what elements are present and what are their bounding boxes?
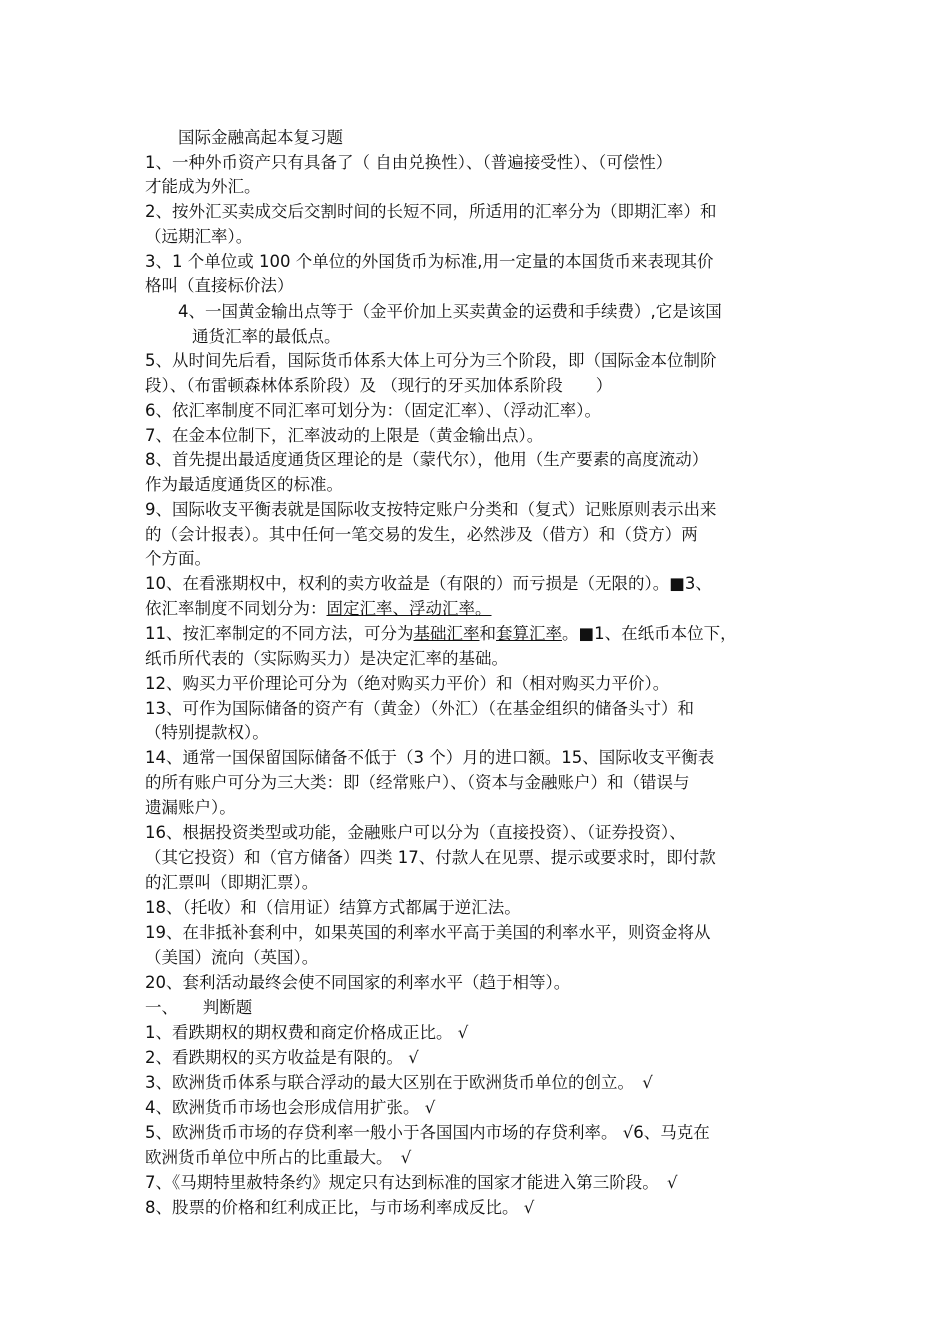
underlined-answer: 基础汇率 — [413, 624, 480, 643]
question-8-line-1: 8、首先提出最适度通货区理论的是（蒙代尔），他用（生产要素的高度流动） — [145, 450, 709, 469]
question-11-line-1 — [145, 622, 815, 646]
judgment-5-line-1: 5、欧洲货币市场的存贷利率一般小于各国国内市场的存贷利率。 √6、马克在 — [145, 1123, 710, 1142]
question-8-line-2: 作为最适度通货区的标准。 — [145, 475, 343, 494]
question-18: 18、（托收）和（信用证）结算方式都属于逆汇法。 — [145, 898, 521, 917]
judgment-5-line-2: 欧洲货币单位中所占的比重最大。 √ — [145, 1148, 412, 1167]
underlined-answer: 固定汇率、浮动汇率。 — [326, 599, 492, 618]
question-1-line-1: 1、一种外币资产只有具备了（ 自由兑换性）、（普遍接受性）、（可偿性） — [145, 153, 673, 172]
judgment-1: 1、看跌期权的期权费和商定价格成正比。 √ — [145, 1023, 469, 1042]
question-19-line-1: 19、在非抵补套利中，如果英国的利率水平高于美国的利率水平，则资金将从 — [145, 923, 711, 942]
question-4-line-2: 通货汇率的最低点。 — [192, 327, 341, 346]
question-16-line-1: 16、根据投资类型或功能，金融账户可以分为（直接投资）、（证券投资）、 — [145, 823, 686, 842]
question-3-line-1: 3、1 个单位或 100 个单位的外国货币为标准,用一定量的本国货币来表现其价 — [145, 252, 714, 271]
judgment-3: 3、欧洲货币体系与联合浮动的最大区别在于欧洲货币单位的创立。 √ — [145, 1073, 653, 1092]
question-9-line-1: 9、国际收支平衡表就是国际收支按特定账户分类和（复式）记账原则表示出来 — [145, 500, 717, 519]
text-segment: 和 — [479, 624, 496, 643]
question-16-line-3: 的汇票叫（即期汇票）。 — [145, 873, 319, 892]
question-14-line-1: 14、通常一国保留国际储备不低于（3 个）月的进口额。15、国际收支平衡表 — [145, 748, 715, 767]
question-14-line-2: 的所有账户可分为三大类：即（经常账户）、（资本与金融账户）和（错误与 — [145, 773, 690, 792]
judgment-2: 2、看跌期权的买方收益是有限的。 √ — [145, 1048, 419, 1067]
question-2-line-2: （远期汇率）。 — [145, 227, 253, 246]
question-10-line-2 — [145, 597, 815, 621]
question-3-line-2: 格叫（直接标价法） — [145, 276, 294, 295]
question-1-line-2: 才能成为外汇。 — [145, 177, 261, 196]
question-16-line-2: （其它投资）和（官方储备）四类 17、付款人在见票、提示或要求时，即付款 — [145, 848, 716, 867]
question-20: 20、套利活动最终会使不同国家的利率水平（趋于相等）。 — [145, 973, 571, 992]
judgment-8: 8、股票的价格和红利成正比，与市场利率成反比。 √ — [145, 1198, 535, 1217]
text-segment: 依汇率制度不同划分为： — [145, 599, 327, 618]
question-11-line-2: 纸币所代表的（实际购买力）是决定汇率的基础。 — [145, 649, 508, 668]
underlined-answer: 套算汇率 — [496, 624, 562, 643]
judgment-7: 7、《马期特里赦特条约》规定只有达到标准的国家才能进入第三阶段。 √ — [145, 1173, 678, 1192]
text-segment: 11、按汇率制定的不同方法，可分为 — [145, 624, 414, 643]
question-7: 7、在金本位制下，汇率波动的上限是（黄金输出点）。 — [145, 426, 544, 445]
section-heading: 一、 判断题 — [145, 998, 253, 1017]
page-title: 国际金融高起本复习题 — [178, 128, 343, 147]
question-5-line-2: 段）、（布雷顿森林体系阶段）及 （现行的牙买加体系阶段 ） — [145, 376, 613, 395]
question-2-line-1: 2、按外汇买卖成交后交割时间的长短不同，所适用的汇率分为（即期汇率）和 — [145, 202, 717, 221]
question-4-line-1: 4、一国黄金输出点等于（金平价加上买卖黄金的运费和手续费）,它是该国 — [178, 302, 722, 321]
question-12: 12、购买力平价理论可分为（绝对购买力平价）和（相对购买力平价）。 — [145, 674, 670, 693]
question-10-line-1: 10、在看涨期权中，权利的卖方收益是（有限的）而亏损是（无限的）。■3、 — [145, 574, 712, 593]
question-9-line-3: 个方面。 — [145, 549, 211, 568]
question-13-line-2: （特别提款权）。 — [145, 723, 269, 742]
question-13-line-1: 13、可作为国际储备的资产有（黄金）（外汇）（在基金组织的储备头寸）和 — [145, 699, 694, 718]
judgment-4: 4、欧洲货币市场也会形成信用扩张。 √ — [145, 1098, 436, 1117]
question-19-line-2: （美国）流向（英国）。 — [145, 948, 319, 967]
question-14-line-3: 遗漏账户）。 — [145, 798, 236, 817]
text-segment: 。■1、在纸币本位下， — [562, 624, 737, 643]
question-6: 6、依汇率制度不同汇率可划分为：（固定汇率）、（浮动汇率）。 — [145, 401, 601, 420]
question-5-line-1: 5、从时间先后看，国际货币体系大体上可分为三个阶段，即（国际金本位制阶 — [145, 351, 717, 370]
question-9-line-2: 的（会计报表）。其中任何一笔交易的发生，必然涉及（借方）和（贷方）两 — [145, 525, 698, 544]
